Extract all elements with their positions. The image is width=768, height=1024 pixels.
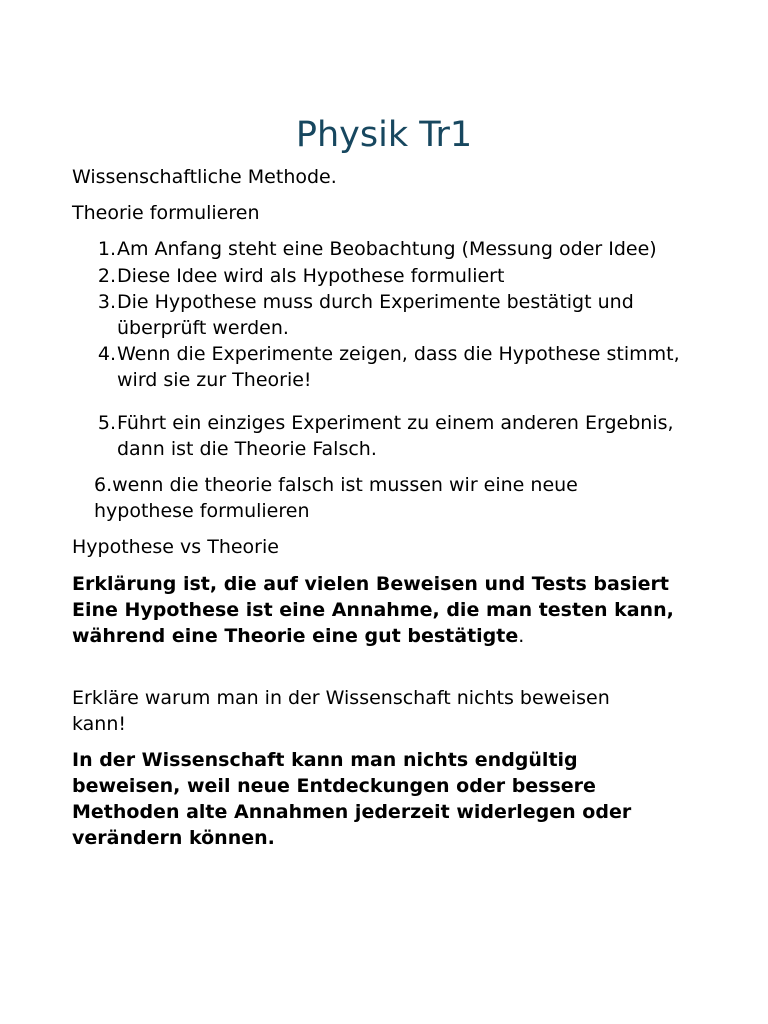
list-item-6: 6.wenn die theorie falsch ist mussen wir eine neue hypothese formulieren (94, 474, 578, 522)
list-item-text: Wenn die Experimente zeigen, dass die Hypothese stimmt, wird sie zur Theorie! (117, 343, 680, 391)
list-item-number: 1. (97, 238, 116, 260)
answer-paragraph-2: In der Wissenschaft kann man nichts endgültig beweisen, weil neue Entdeckungen oder bessere Methoden alte Annahmen jederzeit widerlegen oder verändern können. (72, 749, 632, 849)
answer-text-bold: Erklärung ist, die auf vielen Beweisen und Tests basiert Eine Hypothese ist eine Annahme, die man testen kann, während eine Theorie eine gut bestätigte (72, 573, 674, 647)
answer-paragraph-1 (72, 571, 692, 649)
list-item-number: 4. (97, 343, 116, 365)
list-item-number: 5. (97, 412, 116, 434)
list-item (92, 289, 692, 341)
section-heading-hypothesis-vs-theory: Hypothese vs Theorie (72, 536, 279, 558)
answer-text-tail: . (518, 625, 525, 647)
list-item (92, 263, 692, 289)
list-item (92, 341, 692, 393)
list-item-number: 2. (97, 265, 116, 287)
list-item (92, 236, 692, 262)
list-item-number: 3. (97, 291, 116, 313)
list-item-text: Führt ein einziges Experiment zu einem anderen Ergebnis, dann ist die Theorie Falsch. (117, 412, 674, 460)
page-title: Physik Tr1 (295, 115, 473, 155)
list-item-text: Am Anfang steht eine Beobachtung (Messung oder Idee) (117, 238, 657, 260)
section-heading-theory: Theorie formulieren (72, 202, 260, 224)
section-heading-method: Wissenschaftliche Methode. (72, 166, 337, 188)
list-item-text: Die Hypothese muss durch Experimente bestätigt und überprüft werden. (117, 291, 634, 339)
list-item (92, 410, 692, 462)
list-item-text: Diese Idee wird als Hypothese formuliert (117, 265, 505, 287)
question-paragraph: Erkläre warum man in der Wissenschaft nichts beweisen kann! (72, 687, 610, 735)
